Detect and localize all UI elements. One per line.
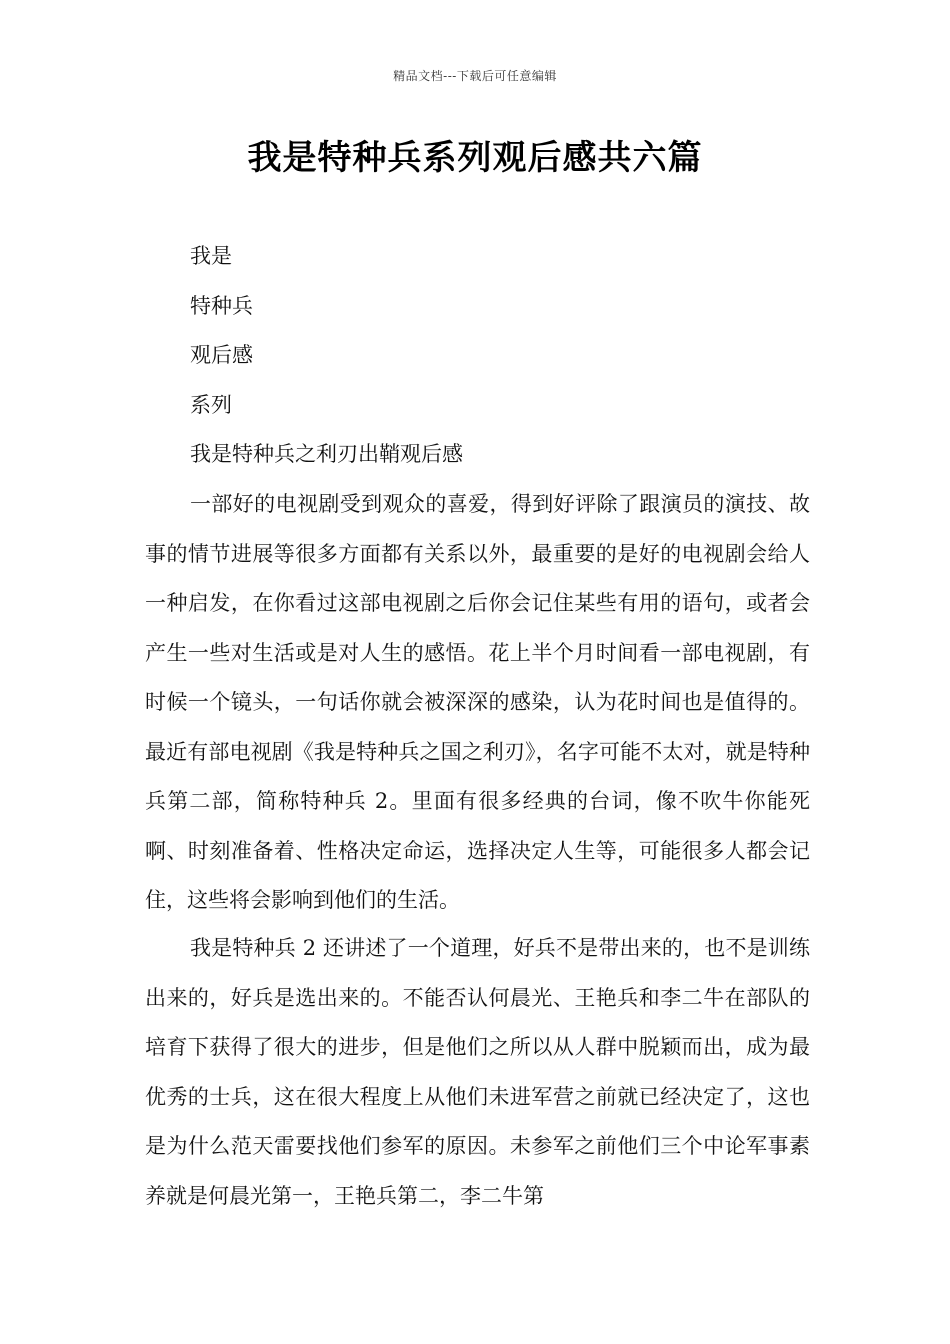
short-line: 系列	[190, 392, 232, 417]
short-lines-list	[190, 232, 463, 480]
body-paragraph: 一部好的电视剧受到观众的喜爱，得到好评除了跟演员的演技、故事的情节进展等很多方面都有关系以外，最重要的是好的电视剧会给人一种启发，在你看过这部电视剧之后你会记住某些有用的语句，或者会产生一些对生活或是对人生的感悟。花上半个月时间看一部电视剧，有时候一个镜头，一句话你就会被深深的感染，认为花时间也是值得的。最近有部电视剧《我是特种兵之国之利刃》，名字可能不太对，就是特种兵第二部，简称特种兵 2。里面有很多经典的台词，像不吹牛你能死啊、时刻准备着、性格决定命运，选择决定人生等，可能很多人都会记住，这些将会影响到他们的生活。	[145, 492, 810, 912]
short-line: 我是	[190, 244, 232, 268]
header-note: 精品文档---下载后可任意编辑	[393, 69, 557, 83]
short-line: 观后感	[190, 343, 253, 367]
short-line: 特种兵	[190, 293, 253, 318]
document-title: 我是特种兵系列观后感共六篇	[247, 138, 703, 178]
short-line: 我是特种兵之利刃出鞘观后感	[190, 442, 463, 466]
body-paragraph: 我是特种兵 2 还讲述了一个道理，好兵不是带出来的，也不是训练出来的，好兵是选出来的。不能否认何晨光、王艳兵和李二牛在部队的培育下获得了很大的进步，但是他们之所以从人群中脱颖而出，成为最优秀的士兵，这在很大程度上从他们未进军营之前就已经决定了，这也是为什么范天雷要找他们参军的原因。未参军之前他们三个中论军事素养就是何晨光第一，王艳兵第二，李二牛第	[145, 936, 810, 1208]
